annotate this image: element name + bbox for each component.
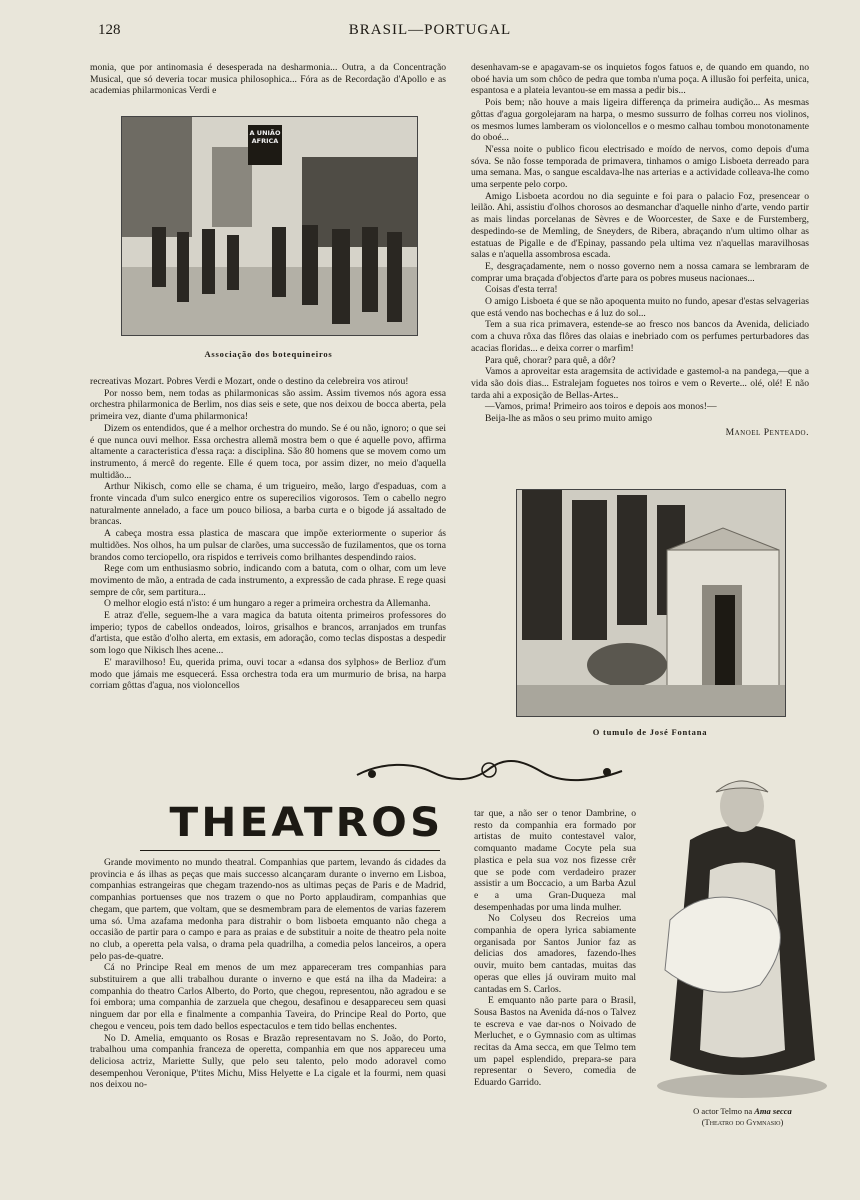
paragraph: Beija-lhe as mãos o seu primo muito amigo xyxy=(485,413,653,425)
paragraph: Coisas d'esta terra! xyxy=(485,284,558,296)
paragraph: E emquanto não parte para o Brasil, Sousa Bastos na Avenida dá-nos o Talvez te escreva e vae dar-nos o Noivado de Merluchet, e o Gymnasio com as ultimas recitas da Ama secca, em que Telmo tem um papel esplendido, prepara-se para representar o Severo, comedia de Eduardo Garrido. xyxy=(474,995,636,1089)
paragraph: E, desgraçadamente, nem o nosso governo nem a nossa camara se lembraram de comprar uma braçada d'objectos d'arte para os pobres museus nacionaes... xyxy=(471,260,809,284)
paragraph: No Colyseu dos Recreios uma companhia de opera lyrica sabiamente organisada por Santos Junior faz as delicias dos amadores, fazendo-lhes ouvir, muito bem cantadas, muitas das operas que elles já ouviram muito mal cantadas em S. Carlos. xyxy=(474,913,636,995)
paragraph: monia, que por antinomasia é desesperada na desharmonia... Outra, a da Concentração Musical, que só deveria tocar musica philosophica... Fóra as de Recordação d'Apollo e as academias philarmonicas Verdi e xyxy=(90,62,446,97)
paragraph: Grande movimento no mundo theatral. Companhias que partem, levando ás cidades da provincia e ás ilhas as peças que mais successo alcançaram durante o inverno em Lisboa, companhias estrangeiras que chegam trazendo-nos as ultimas peças de Paris e de Madrid, companhias portuenses que nos trazem o que no Porto applaudiram, companhias que chegam, que partem, que voltam, que se desmembram para de elementos de varias fazerem uma só. Uma azafama medonha para distrahir o bom lisboeta emquanto não chega a occasião de partir para o campo e para as praias e de substituir a noite de theatro pela noite no club, a operetta pela valsa, o drama pela quadrilha, a comedia pelos lanceiros, a opera pelo pas-de-quatre. xyxy=(90,857,446,962)
photo3-caption xyxy=(640,1106,845,1128)
paragraph: N'essa noite o publico ficou electrisado e moído de nervos, como depois d'uma sóva. Se não fosse temporada de primavera, tinhamos o amigo Lisboeta derreado para uma semana. Mas, o sangue escaldava-lhe nas arterias e a actividade colleava-lhe como uma serpente pelo corpo. xyxy=(471,143,809,191)
caption-theatre: (Theatro do Gymnasio) xyxy=(701,1117,784,1127)
paragraph: Para quê, chorar? para quê, a dôr? xyxy=(485,354,616,366)
page-number: 128 xyxy=(98,22,121,38)
col1-bottom-text xyxy=(90,376,446,692)
paragraph: E atraz d'elle, seguem-lhe a vara magica da batuta oitenta primeiros professores do imperio; typos de cabellos ondeados, loiros, grisalhos e brancos, arranjados em trunfas d'artista, que estão d'olho alerta, em extasis, em adoração, como teclas dispostas a despedir som logo que Nikisch lhes acene... xyxy=(90,610,446,657)
section-title-theatros: THEATROS xyxy=(169,800,444,846)
title-underline xyxy=(140,850,440,851)
photo2-caption: O tumulo de José Fontana xyxy=(592,727,708,737)
paragraph: Dizem os entendidos, que é a melhor orchestra do mundo. Se é ou não, ignoro; o que sei é que nunca ouvi melhor. Essa orchestra allemã mostra bem o que é aquelle povo, affirma altamente a caracteristica d'essa raça: a disciplina. São 80 homens que se movem como um instrumento, á mercê do regente. Elle é quem toca, por assim dizer, no meio d'aquella multidão... xyxy=(90,422,446,481)
ornament-divider xyxy=(352,757,627,787)
paragraph: Arthur Nikisch, como elle se chama, é um trigueiro, meão, largo d'espaduas, com a fronte vincada d'um sulco energico entre os superecilios vigorosos. Tem o cabello negro naturalmente annelado, a face um pouco biliosa, a barba curta e o bigode já assaltado de brancas. xyxy=(90,481,446,528)
banner-sign: A UNIÃO AFRICA xyxy=(249,129,281,145)
paragraph: Por nosso bem, nem todas as philarmonicas são assim. Assim tivemos nós agora essa orchestra philarmonica de Berlim, nos dias seis e sete, que nos deixou de bocca aberta, pela primeira vez, diante d'uma philarmonica! xyxy=(90,387,446,423)
caption-prefix: O actor Telmo na xyxy=(693,1106,755,1116)
col2-top-text xyxy=(471,62,809,439)
paragraph: Rege com um enthusiasmo sobrio, indicando com a batuta, com o olhar, com um leve movimento de mão, a entrada de cada instrumento, a expressão de cada phrase. E rege quasi sempre de côr, sem partitura... xyxy=(90,563,446,598)
theatros-col2-text xyxy=(474,808,636,1089)
paragraph: No D. Amelia, emquanto os Rosas e Brazão representavam no S. João, do Porto, trabalhou uma companhia franceza de operetta, companhia em que nos appareceu uma deliciosa actriz, Mariette Sully, que pelo seu talento, pelo modo adoravel como desempenhou Veronique, P'tites Michu, Miss Helyette e La cigale et la fourmi, nem quasi nos deixou no- xyxy=(90,1032,446,1091)
paragraph: Vamos a aproveitar esta aragemsita de actividade e gastemol-a na pandega,—que a vida são dois dias... Estralejam foguetes nos toiros e vem o Reverte... olé, olé! E não tarda ahi a exposição de Bellas-Artes.. xyxy=(471,366,809,401)
paragraph: O melhor elogio está n'isto: é um hungaro a reger a primeira orchestra da Allemanha. xyxy=(104,598,431,610)
paragraph: O amigo Lisboeta é que se não apoquenta muito no fundo, apesar d'estas selvagerias que está vendo nas bochechas e á luz do sol... xyxy=(471,296,809,319)
photo-actor-telmo xyxy=(650,770,835,1098)
paragraph: E' maravilhoso! Eu, querida prima, ouvi tocar a «dansa dos sylphos» de Berlioz d'um modo que jámais me esquecerá. Essa orchestra toda era um murmurio de brisa, na harpa corriam gôttas d'agua, nos violoncellos xyxy=(90,656,446,692)
photo-street-crowd xyxy=(121,116,418,336)
photo1-caption: Associação dos botequineiros xyxy=(204,349,333,359)
photo-tomb xyxy=(516,489,786,717)
paragraph: recreativas Mozart. Pobres Verdi e Mozart, onde o destino da celebreira vos atirou! xyxy=(90,376,409,387)
paragraph: desenhavam-se e apagavam-se os inquietos fogos fatuos e, de quando em quando, no oboé havia um som chôco de pedra que tomba n'uma poça. A illusão foi perfeita, unica, espantosa e a plateia levantou-se em massa a pedir bis... xyxy=(471,62,809,97)
paragraph: —Vamos, prima! Primeiro aos toiros e depois aos monos!— xyxy=(485,401,717,413)
caption-play-title: Ama secca xyxy=(754,1106,792,1116)
paragraph: tar que, a não ser o tenor Dambrine, o resto da companhia era formado por artistas de muito contestavel valor, comquanto madame Cocyte pela sua plastica e pela sua voz nos fizesse crêr que se pode com verdadeiro prazer assistir a um Boccacio, a um Barba Azul e a uma Gran-Duqueza mal desempenhadas por uma linda mulher. xyxy=(474,808,636,913)
paragraph: Amigo Lisboeta acordou no dia seguinte e foi para o palacio Foz, presencear o leilão. Ahi, assistiu d'olhos chorosos ao desmanchar d'aquelle ninho d'arte, vendo partir as mais lindas porcelanas de Sèvres e de Woorcester, de Saxe e de Furstemberg, despedindo-se de Memling, de Sneyders, de Ribera, abraçando n'um ultimo olhar as estatuas de Pigalle e de d'Epinay, passando pela ultima vez n'aquellas maravilhosas salas e n'aquella assombrosa escada. xyxy=(471,190,809,261)
journal-title: BRASIL—PORTUGAL xyxy=(348,22,512,38)
paragraph: Pois bem; não houve a mais ligeira differença da primeira audição... As mesmas gôttas d'agua gorgolejaram na harpa, o mesmo sussurro de folhas correu nos violinos, os mesmos lumes lamberam os violoncellos e o mesmo calhau tombou monotonamente do oboé... xyxy=(471,97,809,144)
author-signature: Manoel Penteado. xyxy=(725,426,809,438)
paragraph: A cabeça mostra essa plastica de mascara que impõe exteriormente o superior ás multidões. Nos olhos, ha um pulsar de clarões, uma successão de fuzilamentos, que os torna brandos como terciopello, ora rispidos e terriveis como brilhantes despendindo raios. xyxy=(90,528,446,563)
theatros-col1-text xyxy=(90,857,446,1091)
col1-top-text xyxy=(90,62,446,97)
paragraph: Tem a sua rica primavera, estende-se ao fresco nos bancos da Avenida, deliciado com a chuva rôxa das flôres das olaias e inebriado com os perfumes perturbadores das acacias floridas... e deixa correr o marfim! xyxy=(471,319,809,354)
paragraph: Cá no Principe Real em menos de um mez appareceram tres companhias para substituirem a que alli trabalhou durante o inverno e que está na ilha da Madeira: a companhia do theatro Carlos Alberto, do Porto, que chegou, representou, não agradou e se foi embora; uma companhia de zarzuela que chegou, desafinou e desappareceu sem quasi ninguem dar por ella e finalmente a companhia Taveira, do Principe Real do Porto, que chegou e venceu, pois tem dado bellos espectaculos e tem tido bellas enchentes. xyxy=(90,962,446,1032)
